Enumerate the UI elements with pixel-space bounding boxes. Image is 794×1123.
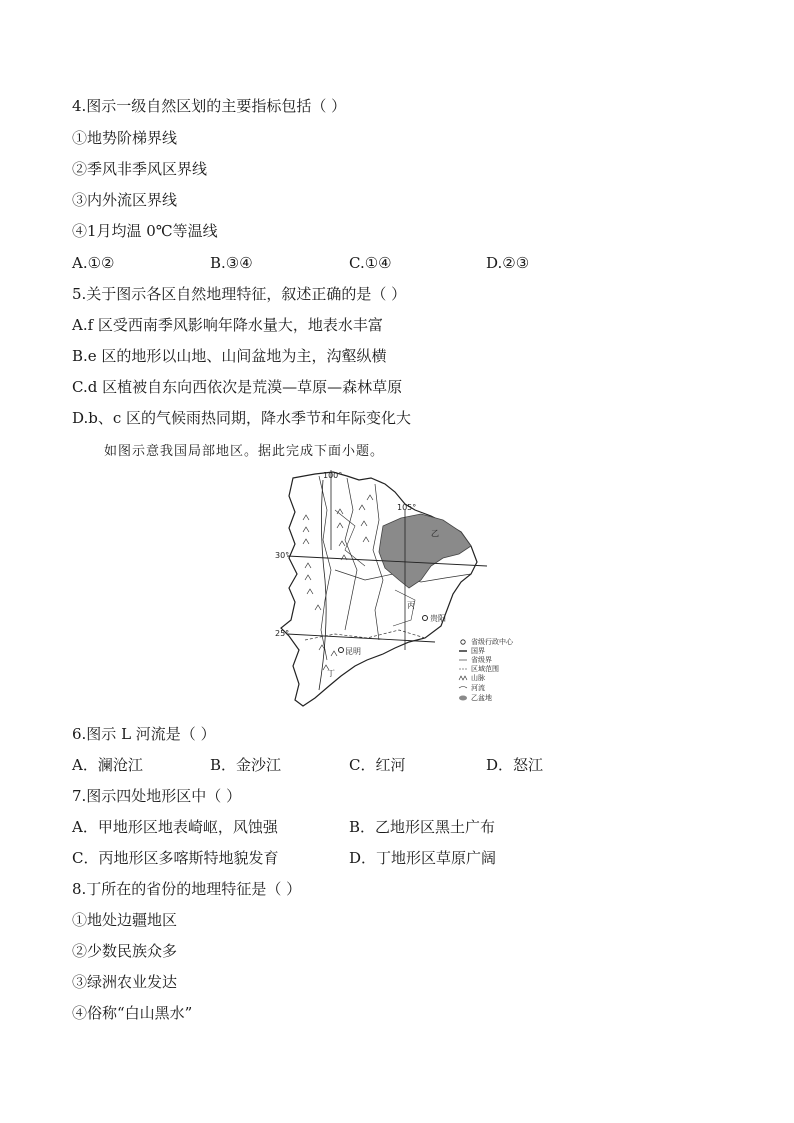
river-l [319, 480, 326, 690]
legend-provincial-border: 省级界 [471, 656, 492, 664]
q5-option-a: A.f 区受西南季风影响年降水量大，地表水丰富 [72, 316, 383, 334]
q4-option-d: D.②③ [486, 254, 530, 272]
q7-option-b: B．乙地形区黑土广布 [349, 818, 496, 836]
basin-area [379, 514, 471, 588]
q5-stem: 5.关于图示各区自然地理特征，叙述正确的是（ ） [72, 285, 407, 303]
legend-basin: 乙盆地 [471, 694, 492, 702]
q6-option-b: B．金沙江 [210, 756, 282, 774]
q6-option-d: D．怒江 [486, 756, 544, 774]
map-legend [459, 637, 514, 702]
legend-region-range: 区域范围 [471, 665, 499, 673]
legend-capital: 省级行政中心 [471, 638, 513, 646]
q6-stem: 6.图示 L 河流是（ ） [72, 725, 216, 743]
region-ding-label: 丁 [327, 669, 335, 678]
legend-mountain: 山脉 [471, 674, 485, 682]
q5-option-b: B.e 区的地形以山地、山间盆地为主，沟壑纵横 [72, 347, 387, 365]
q4-item-3: ③内外流区界线 [72, 191, 178, 209]
lon-105-label: 105° [397, 503, 417, 512]
q8-item-3: ③绿洲农业发达 [72, 973, 178, 991]
q7-stem: 7.图示四处地形区中（ ） [72, 787, 242, 805]
q8-stem: 8.丁所在的省份的地理特征是（ ） [72, 880, 302, 898]
city-kunming-marker [339, 648, 344, 653]
legend-national-border: 国界 [471, 647, 485, 655]
region-yi-label: 乙 [431, 529, 439, 538]
map-intro: 如图示意我国局部地区。据此完成下面小题。 [104, 444, 385, 459]
q4-item-1: ①地势阶梯界线 [72, 129, 178, 147]
city-kunming-label: 昆明 [345, 647, 361, 656]
city-guiyang-label: 贵阳 [430, 614, 446, 623]
region-bing-label: 丙 [407, 601, 415, 610]
q4-item-2: ②季风非季风区界线 [72, 160, 208, 178]
q5-option-d: D.b、c 区的气候雨热同期，降水季节和年际变化大 [72, 409, 412, 427]
q7-option-c: C．丙地形区多喀斯特地貌发育 [72, 849, 279, 867]
q4-option-b: B.③④ [210, 254, 253, 272]
q8-item-2: ②少数民族众多 [72, 942, 178, 960]
region-map [275, 470, 525, 715]
q4-stem: 4.图示一级自然区划的主要指标包括（ ） [72, 97, 347, 115]
q7-option-a: A．甲地形区地表崎岖，风蚀强 [72, 818, 278, 836]
q8-item-4: ④俗称“白山黑水” [72, 1004, 193, 1022]
q4-option-c: C.①④ [349, 254, 392, 272]
q5-option-c: C.d 区植被自东向西依次是荒漠—草原—森林草原 [72, 378, 403, 396]
lat-30-label: 30° [275, 551, 290, 560]
lon-100-label: 100° [323, 471, 343, 480]
legend-river: 河流 [471, 684, 485, 692]
q8-item-1: ①地处边疆地区 [72, 911, 178, 929]
lat-25-label: 25° [275, 629, 290, 638]
q4-item-4: ④1月均温 0℃等温线 [72, 222, 218, 240]
city-guiyang-marker [423, 616, 428, 621]
q4-option-a: A.①② [72, 254, 115, 272]
q6-option-c: C．红河 [349, 756, 406, 774]
q6-option-a: A．澜沧江 [72, 756, 143, 774]
q7-option-d: D．丁地形区草原广阔 [349, 849, 497, 867]
